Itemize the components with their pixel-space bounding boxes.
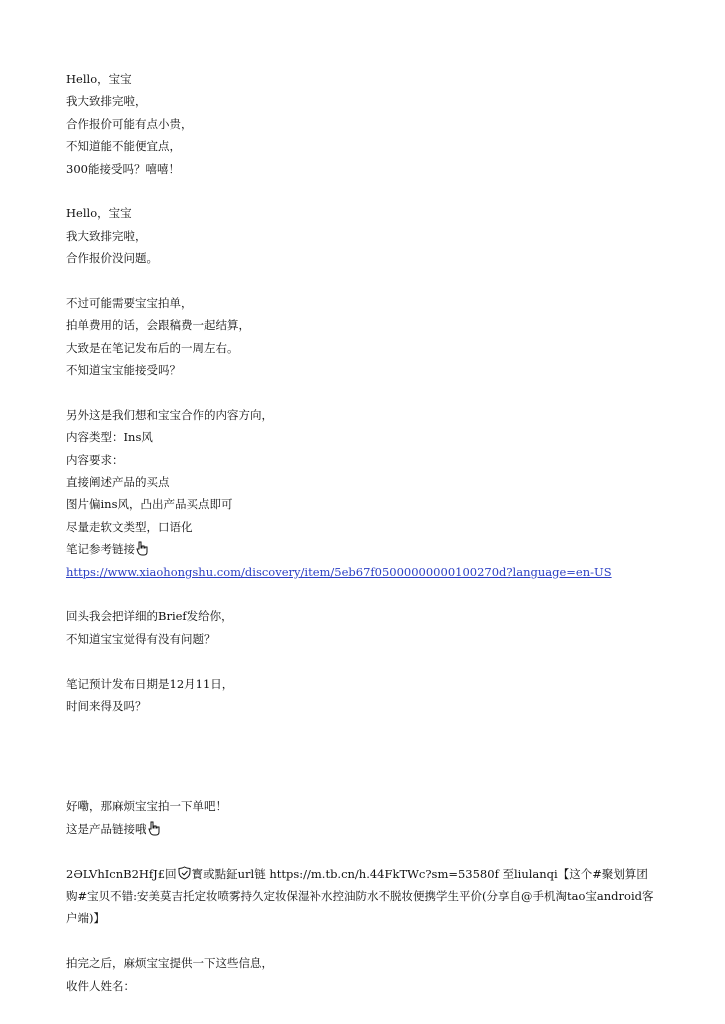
pointing-down-hand-icon [148,821,161,836]
text-line: 直接阐述产品的买点 [66,475,170,490]
taobao-code-text: 2ƏLVhIcnB2HfJ£回 [66,866,177,881]
message-block-7 [66,795,666,929]
text-line: 不过可能需要宝宝拍单， [66,295,193,310]
text-line: 我大致排完啦， [66,94,147,109]
reference-link-line [66,561,666,583]
text-line: Hello，宝宝 [66,206,132,221]
paragraph-spacer [66,930,666,952]
text-line: 笔记预计发布日期是12月11日， [66,676,234,691]
text-line: 合作报价没问题。 [66,251,158,266]
paragraph-spacer [66,381,666,403]
paragraph-spacer [66,270,666,292]
text-line: Hello，宝宝 [66,72,132,86]
paragraph-spacer [66,840,666,862]
product-link-label: 这是产品链接哦 [66,821,147,836]
product-link-label-line [66,818,666,840]
text-line: 我大致排完啦， [66,228,147,243]
pointing-down-hand-icon [136,541,149,556]
reference-link-label: 笔记参考链接 [66,542,135,557]
text-line: 300能接受吗？嘻嘻！ [66,161,180,176]
message-block-1 [66,68,666,180]
message-block-2 [66,202,666,269]
message-block-5 [66,605,666,650]
text-line: 另外这是我们想和宝宝合作的内容方向， [66,407,273,422]
text-line: 内容要求： [66,452,124,467]
text-line: 图片偏ins风，凸出产品买点即可 [66,497,233,512]
text-line: 时间来得及吗？ [66,698,147,713]
message-block-3 [66,292,666,382]
text-line: 不知道宝宝能接受吗？ [66,363,181,378]
text-line: 合作报价可能有点小贵， [66,116,193,131]
text-line: 内容类型：Ins风 [66,430,153,445]
text-line: 不知道能不能便宜点， [66,139,181,154]
text-line: 拍单费用的话，会跟稿费一起结算， [66,318,250,333]
paragraph-spacer [66,583,666,605]
text-line: 好嘞，那麻烦宝宝拍一下单吧！ [66,799,227,814]
text-line: 大致是在笔记发布后的一周左右。 [66,340,239,355]
shield-icon [178,865,191,879]
message-block-8 [66,952,666,997]
taobao-share-text [66,863,656,930]
text-line: 不知道宝宝觉得有没有问题？ [66,631,216,646]
text-line: 收件人姓名： [66,978,135,993]
reference-link-label-line [66,538,666,560]
message-block-6 [66,673,666,718]
document-body [66,68,666,997]
message-block-4 [66,404,666,583]
text-line: 尽量走软文类型，口语化 [66,519,193,534]
text-line: 回头我会把详细的Brief发给你， [66,609,233,624]
paragraph-spacer [66,717,666,795]
text-line: 拍完之后，麻烦宝宝提供一下这些信息， [66,956,273,971]
xiaohongshu-reference-link[interactable]: https://www.xiaohongshu.com/discovery/item/5eb67f05000000000100270d?language=en-US [66,564,612,579]
paragraph-spacer [66,650,666,672]
paragraph-spacer [66,180,666,202]
taobao-link-text: 寳或點鉦url链 https://m.tb.cn/h.44FkTWc?sm=53580f 至liulanqi【这个#聚划算团购#宝贝不错:安美莫吉托定妆喷雾持久定妆保湿补水控油防水不脱妆便携学生平价(分享自@手机淘tao宝android客户端)】 [66,866,654,926]
